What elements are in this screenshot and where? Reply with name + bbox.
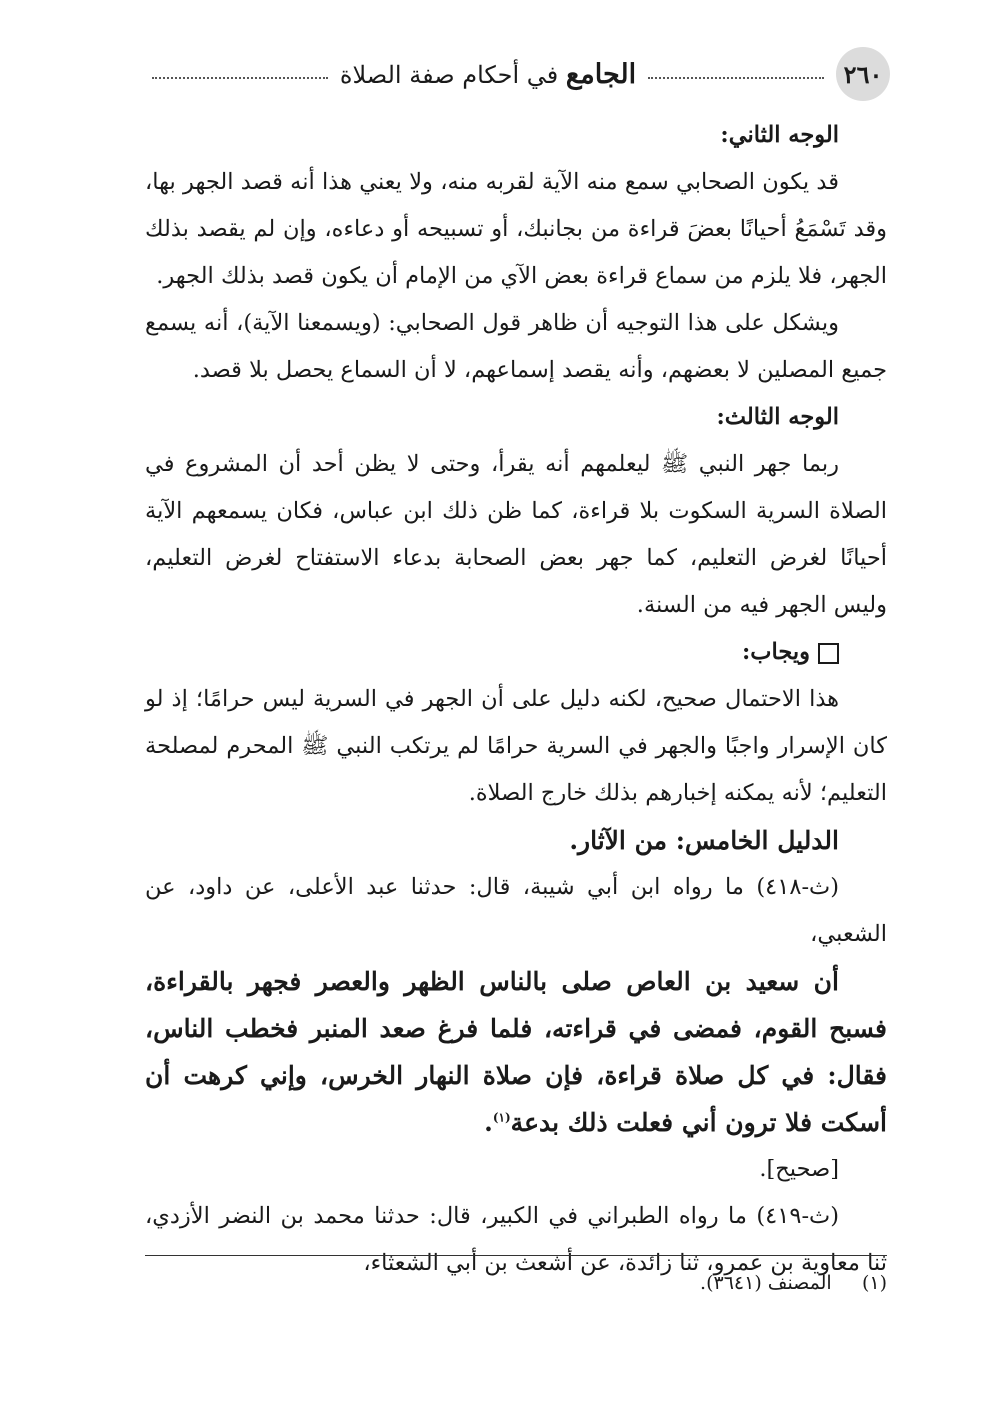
header-dotted-leader [648,77,824,79]
grading: [صحيح]. [759,1156,839,1182]
heading-answer [145,629,887,676]
narration-text [145,958,887,1146]
footnote-separator [145,1255,887,1256]
narration-intro: (ث-٤١٩) ما رواه الطبراني في الكبير، قال: حدثنا محمد بن النضر الأزدي، ثنا معاوية بن عمرو، ثنا زائدة، عن أشعث بن أبي الشعثاء، [145,1203,887,1276]
narration-intro: (ث-٤١٨) ما رواه ابن أبي شيبة، قال: حدثنا عبد الأعلى، عن داود، عن الشعبي، [145,874,887,947]
paragraph: هذا الاحتمال صحيح، لكنه دليل على أن الجهر في السرية ليس حرامًا؛ إذ لو كان الإسرار واجبًا والجهر في السرية حرامًا لم يرتكب النبي ﷺ المحرم لمصلحة التعليم؛ لأنه يمكنه إخبارهم بذلك خارج الصلاة. [145,686,887,806]
checkbox-icon [818,643,839,664]
narration-end: . [484,1108,493,1137]
heading-fifth-evidence: الدليل الخامس: من الآثار. [569,826,839,855]
paragraph: قد يكون الصحابي سمع منه الآية لقربه منه، ولا يعني هذا أنه قصد الجهر بها، وقد تَسْمَعُ أحيانًا بعضَ قراءة من بجانبك، أو تسبيحه أو دعاءه، وإن لم يقصد بذلك الجهر، فلا يلزم من سماع قراءة بعض الآي من الإمام أن يكون قصد بذلك الجهر. [145,169,887,289]
book-title [340,59,636,90]
footnote-text: المصنف (٣٦٤١). [700,1272,832,1294]
heading-second-aspect: الوجه الثاني: [720,122,839,148]
page-number: ٢٦٠ [836,47,890,101]
book-title-rest: في أحكام صفة الصلاة [339,60,566,89]
heading-answer-label: ويجاب: [742,639,810,665]
page-body [145,112,887,1287]
paragraph: ربما جهر النبي ﷺ ليعلمهم أنه يقرأ، وحتى لا يظن أحد أن المشروع في الصلاة السرية السكوت بلا قراءة، كما ظن ذلك ابن عباس، فكان يسمعهم الآية أحيانًا لغرض التعليم، كما جهر بعض الصحابة بدعاء الاستفتاح لغرض التعليم، وليس الجهر فيه من السنة. [145,451,887,618]
footnote-marker: (١) [861,1272,887,1294]
running-header [140,46,890,102]
header-dotted-leader-left [152,77,328,79]
heading-third-aspect: الوجه الثالث: [716,404,839,430]
narration-bold: أن سعيد بن العاص صلى بالناس الظهر والعصر فجهر بالقراءة، فسبح القوم، فمضى في قراءته، فلما فرغ صعد المنبر فخطب الناس، فقال: في كل صلاة قراءة، فإن صلاة النهار الخرس، وإني كرهت أن أسكت فلا ترون أني فعلت ذلك بدعة [145,967,887,1137]
footnote-ref[interactable]: (١) [492,1110,511,1125]
footnote [145,1272,887,1294]
book-title-main: الجامع [565,58,637,90]
paragraph: ويشكل على هذا التوجيه أن ظاهر قول الصحابي: (ويسمعنا الآية)، أنه يسمع جميع المصلين لا بعضهم، وأنه يقصد إسماعهم، لا أن السماع يحصل بلا قصد. [145,310,887,383]
